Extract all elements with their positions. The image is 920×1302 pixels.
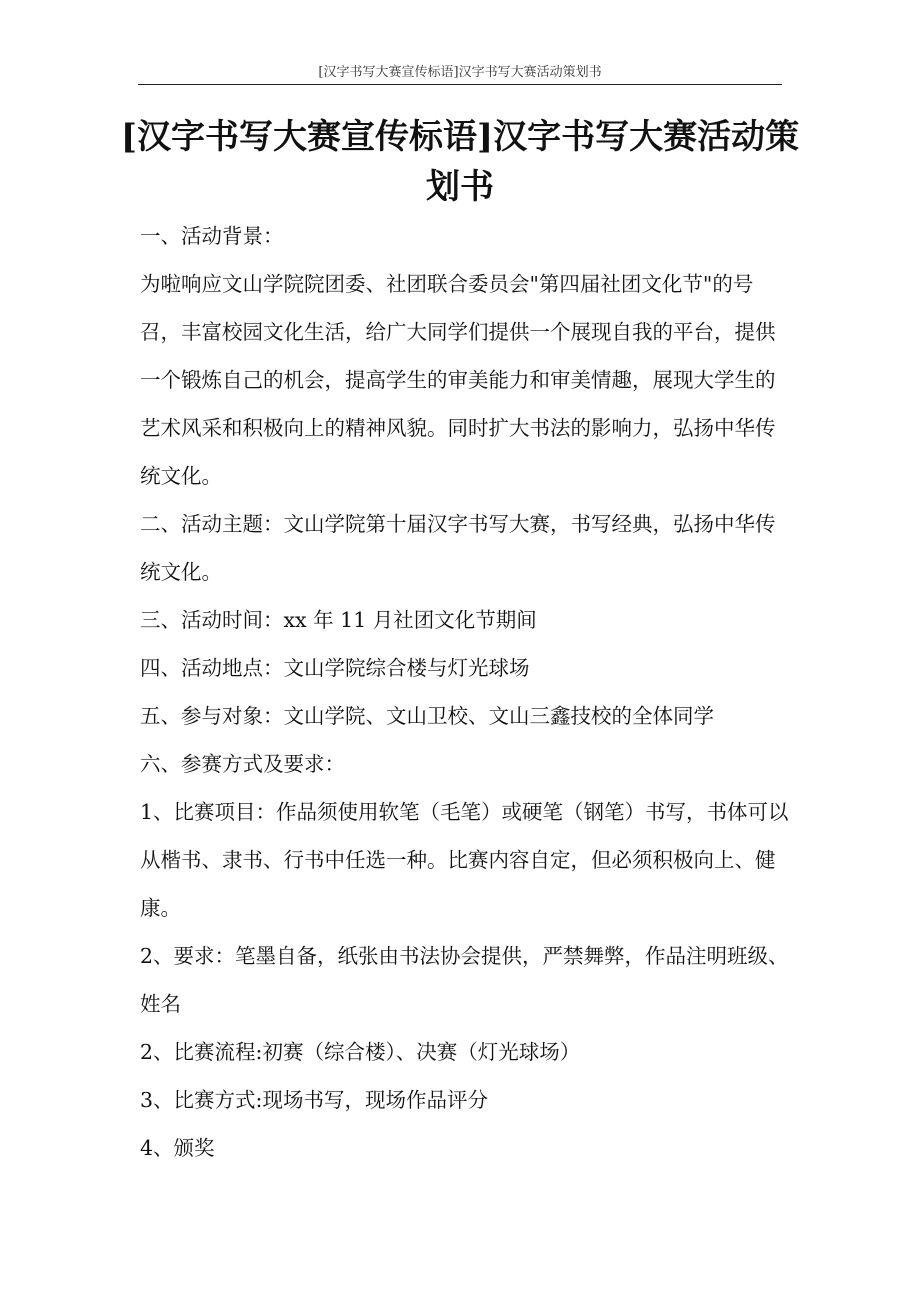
document-title: [汉字书写大赛宣传标语]汉字书写大赛活动策划书 <box>120 117 800 207</box>
section-theme: 二、活动主题：文山学院第十届汉字书写大赛，书写经典，弘扬中华传统文化。 <box>140 512 776 584</box>
running-header: [汉字书写大赛宣传标语]汉字书写大赛活动策划书 <box>318 65 602 80</box>
section-method-heading: 六、参赛方式及要求： <box>140 752 345 776</box>
item-competition-project: 1、比赛项目：作品须使用软笔（毛笔）或硬笔（钢笔）书写，书体可以从楷书、隶书、行书中任选一种。比赛内容自定，但必须积极向上、健康。 <box>140 800 789 920</box>
item-requirements: 2、要求：笔墨自备，纸张由书法协会提供，严禁舞弊，作品注明班级、姓名 <box>140 944 789 1016</box>
section-background-heading: 一、活动背景： <box>140 224 284 248</box>
item-format: 3、比赛方式:现场书写，现场作品评分 <box>140 1088 488 1112</box>
item-awards: 4、颁奖 <box>140 1136 215 1160</box>
item-process: 2、比赛流程:初赛（综合楼）、决赛（灯光球场） <box>140 1040 581 1064</box>
section-location: 四、活动地点：文山学院综合楼与灯光球场 <box>140 656 530 680</box>
section-background-text: 为啦响应文山学院院团委、社团联合委员会"第四届社团文化节"的号召，丰富校园文化生活，给广大同学们提供一个展现自我的平台，提供一个锻炼自己的机会，提高学生的审美能力和审美情趣，展现大学生的艺术风采和积极向上的精神风貌。同时扩大书法的影响力，弘扬中华传统文化。 <box>140 272 776 488</box>
section-participants: 五、参与对象：文山学院、文山卫校、文山三鑫技校的全体同学 <box>140 704 714 728</box>
header-rule <box>138 84 782 85</box>
section-time: 三、活动时间：xx 年 11 月社团文化节期间 <box>140 608 537 632</box>
document-body <box>140 212 790 1172</box>
